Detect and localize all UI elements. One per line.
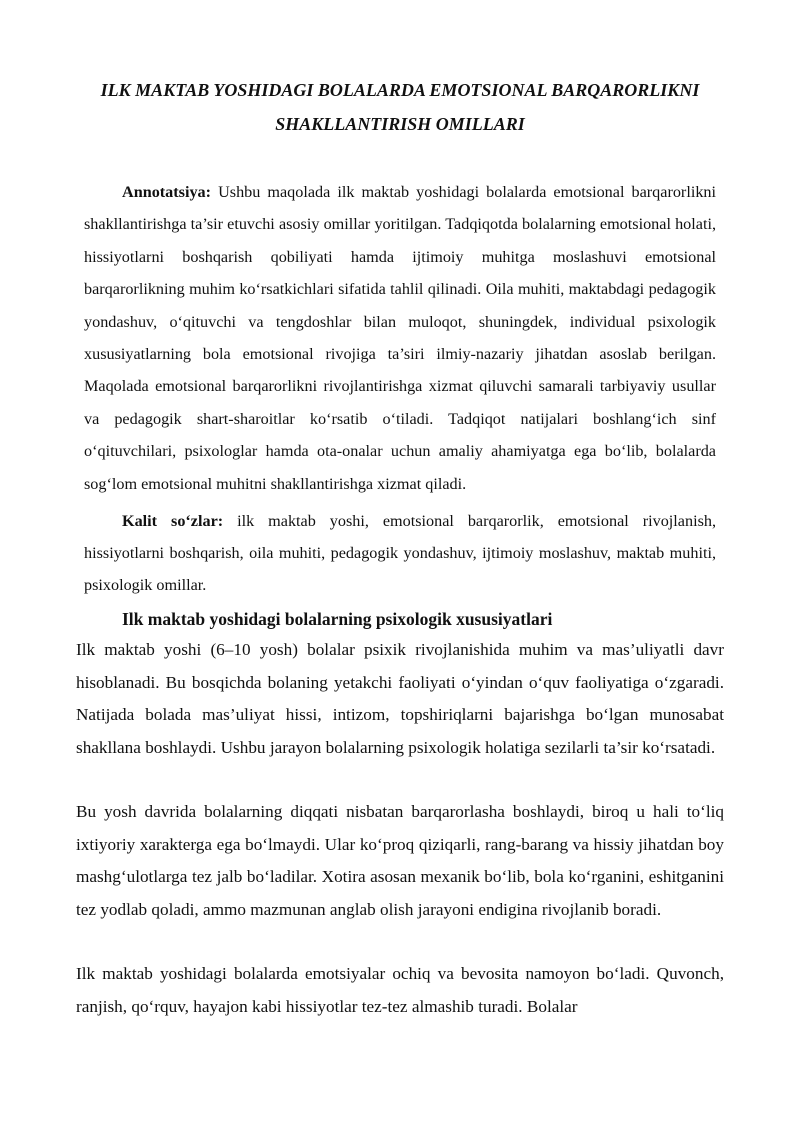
annotation-text: Ushbu maqolada ilk maktab yoshidagi bolalarda emotsional barqarorlikni shakllantirishga ta’sir etuvchi asosiy omillar yoritilgan. Tadqiqotda bolalarning emotsional holati, hissiyotlarni boshqarish qobiliyati hamda ijtimoiy muhitga moslashuvi emotsional barqarorlikning muhim ko‘rsatkichlari sifatida tahlil qilinadi. Oila muhiti, maktabdagi pedagogik yondashuv, o‘qituvchi va tengdoshlar bilan muloqot, shuningdek, individual psixologik xususiyatlarning bola emotsional rivojiga ta’siri ilmiy-nazariy jihatdan asoslab berilgan. Maqolada emotsional barqarorlikni rivojlantirishga xizmat qiluvchi samarali tarbiyaviy usullar va pedagogik shart-sharoitlar ko‘rsatib o‘tiladi. Tadqiqot natijalari boshlang‘ich sinf o‘qituvchilari, psixologlar hamda ota-onalar uchun amaliy ahamiyatga ega bo‘lib, bolalarda sog‘lom emotsional muhitni shakllantirishga xizmat qiladi. [84, 183, 717, 493]
body-paragraph-1: Ilk maktab yoshi (6–10 yosh) bolalar psixik rivojlanishida muhim va mas’uliyatli davr hisoblanadi. Bu bosqichda bolaning yetakchi faoliyati o‘yindan o‘quv faoliyatiga o‘zgaradi. Natijada bolada mas’uliyat hissi, intizom, topshiriqlarni bajarishga bo‘lgan munosabat shakllana boshlaydi. Ushbu jarayon bolalarning psixologik holatiga sezilarli ta’sir ko‘rsatadi. [76, 640, 724, 757]
annotation-label: Annotatsiya: [122, 183, 212, 201]
section-heading: Ilk maktab yoshidagi bolalarning psixologik xususiyatlari [122, 609, 553, 629]
document-title: ILK MAKTAB YOSHIDAGI BOLALARDA EMOTSIONAL BARQARORLIKNI SHAKLLANTIRISH OMILLARI [100, 80, 700, 134]
body-paragraph-3: Ilk maktab yoshidagi bolalarda emotsiyalar ochiq va bevosita namoyon bo‘ladi. Quvonch, ranjish, qo‘rquv, hayajon kabi hissiyotlar tez-tez almashib turadi. Bolalar [76, 964, 724, 1016]
annotation-paragraph [84, 176, 716, 500]
keywords-text: ilk maktab yoshi, emotsional barqarorlik, emotsional rivojlanish, hissiyotlarni boshqarish, oila muhiti, pedagogik yondashuv, ijtimoiy moslashuv, maktab muhiti, psixologik omillar. [84, 512, 717, 594]
body-paragraph-2: Bu yosh davrida bolalarning diqqati nisbatan barqarorlasha boshlaydi, biroq u hali to‘liq ixtiyoriy xarakterga ega bo‘lmaydi. Ular ko‘proq qiziqarli, rang-barang va hissiy jihatdan boy mashg‘ulotlarga tez jalb bo‘ladilar. Xotira asosan mexanik bo‘lib, bola ko‘rganini, eshitganini tez yodlab qoladi, ammo mazmunan anglab olish jarayoni endigina rivojlanib boradi. [76, 802, 724, 919]
keywords-label: Kalit so‘zlar: [122, 512, 224, 530]
keywords-paragraph [84, 505, 716, 601]
